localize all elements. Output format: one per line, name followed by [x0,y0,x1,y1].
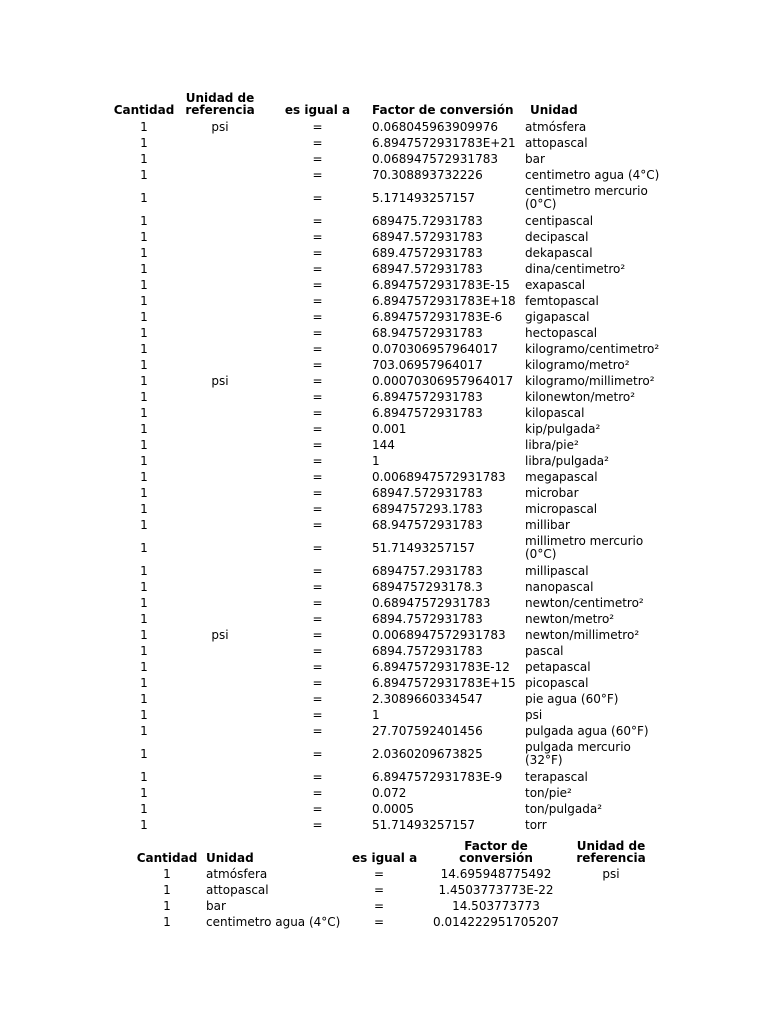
header-unidad-de-referencia: Unidad de referencia [576,839,646,865]
reference-unit-cell [176,389,264,405]
equals-cell: = [312,817,323,832]
unit-cell: centipascal [525,213,594,228]
equals-cell: = [312,405,323,420]
table-row [135,914,656,930]
table-row [112,533,663,563]
table-row [112,389,663,405]
cantidad-cell: 1 [140,801,148,816]
cantidad-cell: 1 [140,261,148,276]
conversion-factor-cell: 68947.572931783 [372,229,483,244]
reference-unit-cell [176,723,264,739]
conversion-factor-cell: 27.707592401456 [372,723,483,738]
conversion-factor-cell: 2.3089660334547 [372,691,483,706]
conversion-factor-cell: 6894.7572931783 [372,643,483,658]
header-unidad-de-referencia: Unidad de referencia [185,91,255,117]
table-row [112,309,663,325]
table-row [112,245,663,261]
unit-cell: libra/pie² [525,437,579,452]
equals-cell: = [312,627,323,642]
unit-cell: pulgada mercurio (32°F) [525,740,631,767]
conversion-factor-cell: 0.072 [372,785,407,800]
cantidad-cell: 1 [140,485,148,500]
unit-cell: kilonewton/metro² [525,389,636,404]
equals-cell: = [312,261,323,276]
equals-cell: = [312,389,323,404]
cantidad-cell: 1 [140,501,148,516]
header-es-igual-a: es igual a [352,851,418,865]
cantidad-cell: 1 [140,293,148,308]
units-to-psi-table [135,838,656,930]
unit-cell: psi [525,707,543,722]
table-row [112,707,663,723]
unit-cell: newton/millimetro² [525,627,640,642]
equals-cell: = [312,563,323,578]
unit-cell: petapascal [525,659,591,674]
unit-cell: millimetro mercurio (0°C) [525,534,644,561]
table-row [112,769,663,785]
reference-unit-cell [176,325,264,341]
unit-cell: kip/pulgada² [525,421,601,436]
unit-cell: centimetro agua (4°C) [525,167,660,182]
conversion-factor-cell: 1.4503773773E-22 [438,882,554,897]
table-row [112,659,663,675]
conversion-factor-cell: 0.00070306957964017 [372,373,514,388]
unit-cell: atmósfera [525,119,587,134]
conversion-factor-cell: 689475.72931783 [372,213,483,228]
table-row [112,357,663,373]
table-row [112,595,663,611]
table-row [112,421,663,437]
cantidad-cell: 1 [140,707,148,722]
cantidad-cell: 1 [140,151,148,166]
table-row [112,579,663,595]
conversion-factor-cell: 68947.572931783 [372,485,483,500]
cantidad-cell: 1 [140,421,148,436]
conversion-factor-cell: 0.001 [372,421,407,436]
reference-unit-cell [176,421,264,437]
reference-unit-cell [176,293,264,309]
reference-unit-cell [176,341,264,357]
cantidad-cell: 1 [140,517,148,532]
reference-unit-cell [176,453,264,469]
reference-unit-cell: psi [602,866,620,881]
reference-unit-cell [176,579,264,595]
cantidad-cell: 1 [163,898,171,913]
unit-cell: ton/pie² [525,785,572,800]
table-row [112,517,663,533]
reference-unit-cell [176,691,264,707]
table-row [112,643,663,659]
equals-cell: = [312,357,323,372]
table-row [135,898,656,914]
cantidad-cell: 1 [140,309,148,324]
equals-cell: = [312,245,323,260]
equals-cell: = [312,691,323,706]
table-row [112,627,663,643]
reference-unit-cell [566,882,656,898]
table-row [112,563,663,579]
conversion-factor-cell: 68.947572931783 [372,517,483,532]
conversion-factor-cell: 0.068045963909976 [372,119,498,134]
cantidad-cell: 1 [140,579,148,594]
table-header-row [135,838,656,866]
reference-unit-cell [176,135,264,151]
conversion-factor-cell: 70.308893732226 [372,167,483,182]
conversion-factor-cell: 1 [372,453,380,468]
conversion-factor-cell: 68947.572931783 [372,261,483,276]
reference-unit-cell [566,914,656,930]
unit-cell: femtopascal [525,293,599,308]
unit-cell: millipascal [525,563,589,578]
reference-unit-cell [176,785,264,801]
table-row [112,739,663,769]
cantidad-cell: 1 [140,277,148,292]
table-row [112,485,663,501]
cantidad-cell: 1 [140,245,148,260]
unit-cell: megapascal [525,469,598,484]
conversion-factor-cell: 703.06957964017 [372,357,483,372]
reference-unit-cell [176,563,264,579]
table-row [112,151,663,167]
equals-cell: = [312,421,323,436]
cantidad-cell: 1 [140,643,148,658]
reference-unit-cell [176,277,264,293]
table-header-row [112,91,663,119]
conversion-factor-cell: 144 [372,437,395,452]
conversion-factor-cell: 0.070306957964017 [372,341,498,356]
equals-cell: = [312,373,323,388]
reference-unit-cell [176,469,264,485]
equals-cell: = [312,707,323,722]
conversion-factor-cell: 6.8947572931783E+15 [372,675,516,690]
equals-cell: = [312,453,323,468]
reference-unit-cell [176,769,264,785]
unit-cell: gigapascal [525,309,590,324]
equals-cell: = [312,643,323,658]
reference-unit-cell [566,898,656,914]
equals-cell: = [312,277,323,292]
reference-unit-cell [176,611,264,627]
unit-cell: attopascal [206,882,269,897]
equals-cell: = [312,595,323,610]
equals-cell: = [312,675,323,690]
conversion-factor-cell: 51.71493257157 [372,540,476,555]
cantidad-cell: 1 [140,469,148,484]
equals-cell: = [312,293,323,308]
equals-cell: = [312,501,323,516]
equals-cell: = [312,723,323,738]
table-row [112,405,663,421]
equals-cell: = [312,229,323,244]
table-row [112,119,663,135]
reference-unit-cell [176,707,264,723]
cantidad-cell: 1 [140,341,148,356]
conversion-factor-cell: 14.695948775492 [440,866,552,881]
equals-cell: = [312,611,323,626]
equals-cell: = [374,898,385,913]
conversion-factor-cell: 6894757293.1783 [372,501,483,516]
cantidad-cell: 1 [140,437,148,452]
equals-cell: = [312,769,323,784]
reference-unit-cell: psi [211,627,229,642]
equals-cell: = [312,801,323,816]
conversion-factor-cell: 0.0068947572931783 [372,627,506,642]
reference-unit-cell [176,229,264,245]
equals-cell: = [312,659,323,674]
cantidad-cell: 1 [140,659,148,674]
cantidad-cell: 1 [140,135,148,150]
cantidad-cell: 1 [140,190,148,205]
unit-cell: kilogramo/metro² [525,357,630,372]
psi-to-units-table [112,91,663,833]
reference-unit-cell [176,245,264,261]
cantidad-cell: 1 [140,627,148,642]
unit-cell: attopascal [525,135,588,150]
unit-cell: bar [206,898,226,913]
unit-cell: picopascal [525,675,589,690]
table-row [112,183,663,213]
equals-cell: = [312,119,323,134]
cantidad-cell: 1 [140,595,148,610]
table-row [112,229,663,245]
unit-cell: atmósfera [206,866,268,881]
cantidad-cell: 1 [163,866,171,881]
equals-cell: = [374,866,385,881]
unit-cell: libra/pulgada² [525,453,609,468]
equals-cell: = [312,785,323,800]
equals-cell: = [312,469,323,484]
unit-cell: pascal [525,643,564,658]
cantidad-cell: 1 [140,229,148,244]
reference-unit-cell [176,739,264,769]
equals-cell: = [312,485,323,500]
header-unidad: Unidad [206,851,254,865]
table-row [112,501,663,517]
conversion-factor-cell: 6.8947572931783E-15 [372,277,510,292]
table-row [112,611,663,627]
table-row [112,817,663,833]
unit-cell: nanopascal [525,579,594,594]
reference-unit-cell [176,517,264,533]
unit-cell: hectopascal [525,325,598,340]
unit-cell: newton/centimetro² [525,595,644,610]
equals-cell: = [312,213,323,228]
equals-cell: = [374,914,385,929]
cantidad-cell: 1 [140,675,148,690]
reference-unit-cell [176,659,264,675]
unit-cell: micropascal [525,501,598,516]
reference-unit-cell [176,151,264,167]
reference-unit-cell [176,357,264,373]
table-row [112,723,663,739]
unit-cell: pie agua (60°F) [525,691,619,706]
unit-cell: newton/metro² [525,611,615,626]
cantidad-cell: 1 [140,119,148,134]
cantidad-cell: 1 [140,563,148,578]
header-cantidad: Cantidad [113,103,175,117]
conversion-factor-cell: 0.014222951705207 [433,914,559,929]
conversion-factor-cell: 51.71493257157 [372,817,476,832]
cantidad-cell: 1 [140,405,148,420]
unit-cell: centimetro agua (4°C) [206,914,341,929]
unit-cell: millibar [525,517,570,532]
conversion-factor-cell: 6.8947572931783E-9 [372,769,503,784]
table-row [112,373,663,389]
cantidad-cell: 1 [163,914,171,929]
conversion-factor-cell: 6.8947572931783 [372,405,483,420]
conversion-factor-cell: 14.503773773 [452,898,540,913]
cantidad-cell: 1 [140,746,148,761]
cantidad-cell: 1 [140,213,148,228]
equals-cell: = [312,309,323,324]
header-unidad: Unidad [530,103,578,117]
equals-cell: = [312,746,323,761]
conversion-factor-cell: 6.8947572931783E+18 [372,293,516,308]
reference-unit-cell: psi [211,119,229,134]
reference-unit-cell [176,595,264,611]
conversion-factor-cell: 6.8947572931783E-12 [372,659,510,674]
unit-cell: kilogramo/millimetro² [525,373,655,388]
equals-cell: = [312,190,323,205]
conversion-factor-cell: 1 [372,707,380,722]
cantidad-cell: 1 [140,785,148,800]
reference-unit-cell [176,485,264,501]
cantidad-cell: 1 [140,453,148,468]
cantidad-cell: 1 [140,723,148,738]
unit-cell: dekapascal [525,245,593,260]
unit-cell: microbar [525,485,579,500]
cantidad-cell: 1 [140,325,148,340]
table-row [112,469,663,485]
unit-cell: ton/pulgada² [525,801,603,816]
unit-cell: dina/centimetro² [525,261,626,276]
conversion-factor-cell: 6894.7572931783 [372,611,483,626]
equals-cell: = [312,517,323,532]
reference-unit-cell [176,643,264,659]
table-row [112,213,663,229]
equals-cell: = [312,135,323,150]
cantidad-cell: 1 [140,691,148,706]
reference-unit-cell [176,183,264,213]
conversion-factor-cell: 6.8947572931783E+21 [372,135,516,150]
table-row [135,866,656,882]
table-row [135,882,656,898]
cantidad-cell: 1 [140,540,148,555]
table-body [112,119,663,833]
header-factor-de-conversion: Factor de conversión [459,839,533,865]
table-row [112,135,663,151]
table-row [112,691,663,707]
reference-unit-cell [176,213,264,229]
cantidad-cell: 1 [140,611,148,626]
unit-cell: decipascal [525,229,589,244]
conversion-factor-cell: 6894757.2931783 [372,563,483,578]
equals-cell: = [312,151,323,166]
reference-unit-cell [176,261,264,277]
equals-cell: = [312,540,323,555]
table-row [112,801,663,817]
unit-cell: bar [525,151,545,166]
unit-cell: centimetro mercurio (0°C) [525,184,648,211]
unit-cell: terapascal [525,769,588,784]
table-row [112,277,663,293]
equals-cell: = [312,437,323,452]
reference-unit-cell [176,675,264,691]
header-es-igual-a: es igual a [284,103,351,117]
table-row [112,785,663,801]
table-row [112,325,663,341]
table-row [112,167,663,183]
reference-unit-cell [176,309,264,325]
reference-unit-cell [176,817,264,833]
cantidad-cell: 1 [140,373,148,388]
header-factor-de-conversion: Factor de conversión [372,103,514,117]
conversion-factor-cell: 6894757293178.3 [372,579,483,594]
conversion-factor-cell: 0.68947572931783 [372,595,491,610]
cantidad-cell: 1 [163,882,171,897]
table-row [112,675,663,691]
conversion-factor-cell: 0.068947572931783 [372,151,498,166]
table-row [112,293,663,309]
equals-cell: = [312,341,323,356]
reference-unit-cell: psi [211,373,229,388]
conversion-factor-cell: 6.8947572931783 [372,389,483,404]
equals-cell: = [374,882,385,897]
conversion-factor-cell: 2.0360209673825 [372,746,483,761]
reference-unit-cell [176,405,264,421]
unit-cell: kilogramo/centimetro² [525,341,660,356]
reference-unit-cell [176,437,264,453]
unit-cell: torr [525,817,547,832]
reference-unit-cell [176,801,264,817]
cantidad-cell: 1 [140,769,148,784]
table-row [112,261,663,277]
cantidad-cell: 1 [140,357,148,372]
cantidad-cell: 1 [140,817,148,832]
unit-cell: pulgada agua (60°F) [525,723,649,738]
table-row [112,341,663,357]
equals-cell: = [312,579,323,594]
table-row [112,453,663,469]
conversion-factor-cell: 689.47572931783 [372,245,483,260]
conversion-factor-cell: 6.8947572931783E-6 [372,309,503,324]
cantidad-cell: 1 [140,389,148,404]
reference-unit-cell [176,501,264,517]
cantidad-cell: 1 [140,167,148,182]
table-row [112,437,663,453]
conversion-factor-cell: 68.947572931783 [372,325,483,340]
header-cantidad: Cantidad [136,851,198,865]
unit-cell: exapascal [525,277,586,292]
conversion-factor-cell: 0.0068947572931783 [372,469,506,484]
conversion-factor-cell: 5.171493257157 [372,190,476,205]
equals-cell: = [312,325,323,340]
equals-cell: = [312,167,323,182]
reference-unit-cell [176,533,264,563]
reference-unit-cell [176,167,264,183]
unit-cell: kilopascal [525,405,585,420]
table-body [135,866,656,930]
conversion-factor-cell: 0.0005 [372,801,414,816]
